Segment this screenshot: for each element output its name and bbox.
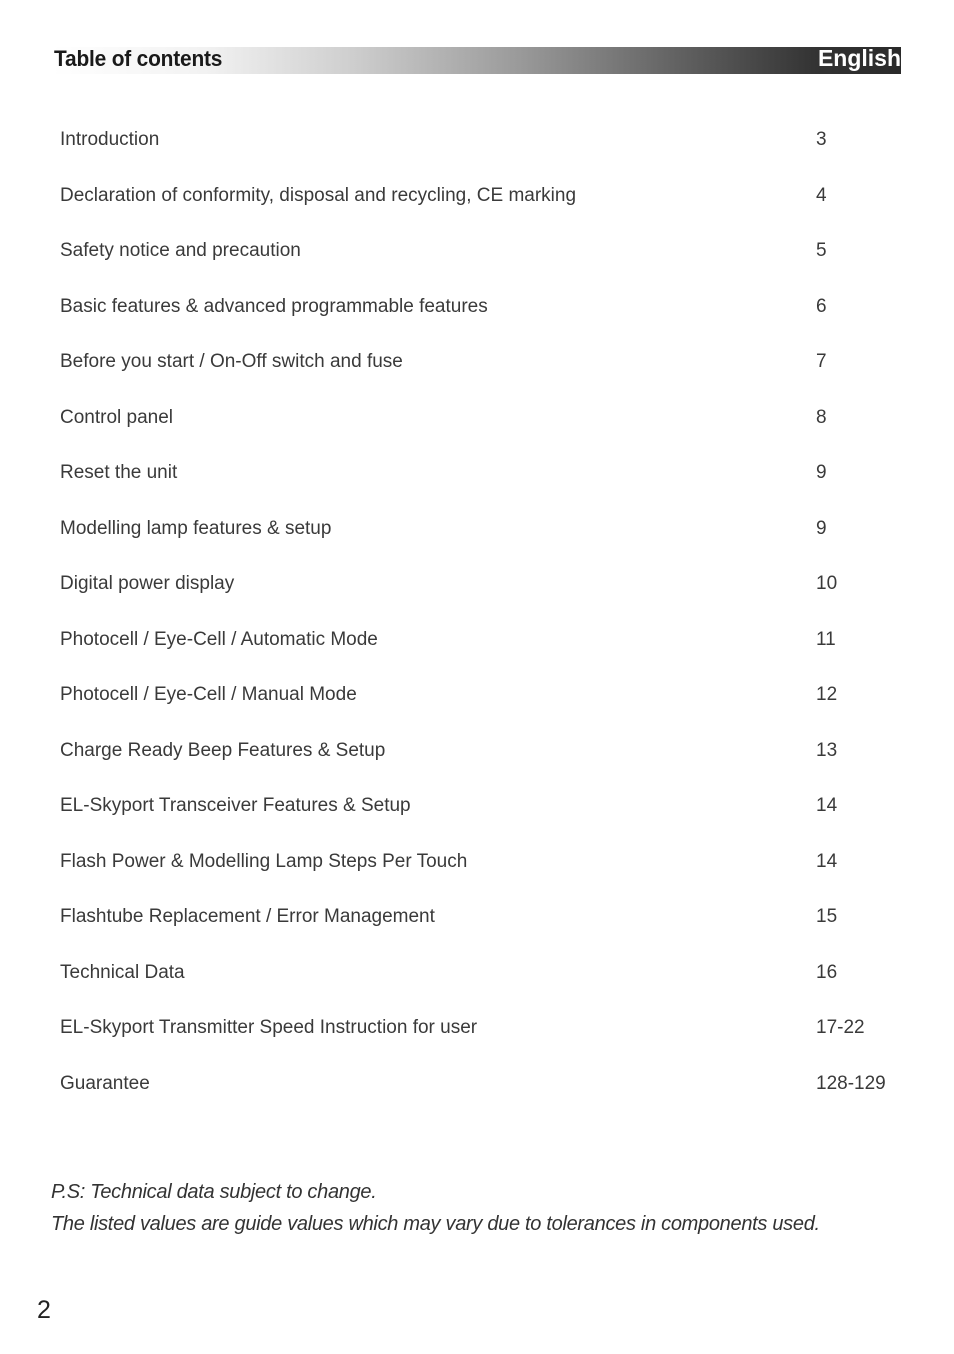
- toc-entry-title: Before you start / On-Off switch and fuse: [60, 351, 403, 372]
- toc-entry-page: 9: [816, 462, 827, 483]
- toc-entry-title: Guarantee: [60, 1072, 150, 1094]
- disclaimer-notes: [51, 1176, 820, 1240]
- toc-entry-page: 3: [816, 129, 827, 150]
- toc-entry[interactable]: [60, 455, 900, 511]
- toc-entry[interactable]: [60, 566, 900, 622]
- toc-entry-title: Introduction: [60, 129, 160, 150]
- toc-entry-title: Charge Ready Beep Features & Setup: [60, 739, 386, 761]
- toc-entry[interactable]: [60, 344, 900, 400]
- toc-entry-page: 128-129: [816, 1072, 886, 1094]
- toc-entry-title: Modelling lamp features & setup: [60, 517, 332, 539]
- toc-entry-title: Basic features & advanced programmable features: [60, 295, 488, 317]
- toc-entry[interactable]: [60, 289, 900, 345]
- toc-entry[interactable]: [60, 178, 900, 234]
- table-of-contents: [60, 122, 900, 1121]
- toc-entry-title: Flashtube Replacement / Error Management: [60, 906, 435, 927]
- toc-entry[interactable]: [60, 233, 900, 289]
- toc-entry[interactable]: [60, 122, 900, 178]
- toc-entry-page: 14: [816, 850, 838, 872]
- toc-entry-title: Declaration of conformity, disposal and recycling, CE marking: [60, 184, 577, 206]
- toc-entry-page: 16: [816, 961, 838, 983]
- toc-entry-title: Reset the unit: [60, 462, 178, 483]
- toc-entry-title: Flash Power & Modelling Lamp Steps Per Touch: [60, 850, 468, 872]
- toc-entry-page: 11: [816, 628, 836, 650]
- toc-entry[interactable]: [60, 733, 900, 789]
- toc-entry[interactable]: [60, 899, 900, 955]
- page-title: Table of contents: [54, 46, 223, 71]
- toc-entry[interactable]: [60, 622, 900, 678]
- toc-entry[interactable]: [60, 788, 900, 844]
- toc-entry-page: 10: [816, 573, 838, 594]
- toc-entry-page: 15: [816, 906, 838, 927]
- disclaimer-line: The listed values are guide values which may vary due to tolerances in components used.: [51, 1213, 820, 1235]
- toc-entry-title: Safety notice and precaution: [60, 240, 301, 261]
- toc-entry[interactable]: [60, 1010, 900, 1066]
- page-number: 2: [37, 1296, 51, 1324]
- toc-entry-page: 5: [816, 240, 827, 261]
- toc-entry[interactable]: [60, 844, 900, 900]
- toc-entry[interactable]: [60, 677, 900, 733]
- toc-entry-title: Control panel: [60, 406, 174, 428]
- language-label: English: [817, 45, 901, 71]
- toc-entry-title: Photocell / Eye-Cell / Manual Mode: [60, 684, 357, 705]
- toc-entry[interactable]: [60, 400, 900, 456]
- toc-entry-title: Digital power display: [60, 573, 235, 594]
- toc-entry[interactable]: [60, 1066, 900, 1122]
- toc-entry-page: 8: [816, 406, 827, 428]
- toc-entry-title: Photocell / Eye-Cell / Automatic Mode: [60, 628, 378, 650]
- toc-entry-title: EL-Skyport Transceiver Features & Setup: [60, 795, 411, 816]
- toc-entry-page: 17-22: [816, 1017, 865, 1038]
- toc-entry[interactable]: [60, 511, 900, 567]
- toc-entry-title: Technical Data: [60, 961, 185, 983]
- toc-entry[interactable]: [60, 955, 900, 1011]
- toc-entry-page: 4: [816, 184, 827, 206]
- toc-entry-title: EL-Skyport Transmitter Speed Instruction for user: [60, 1017, 478, 1038]
- disclaimer-line: P.S: Technical data subject to change.: [51, 1181, 377, 1203]
- toc-entry-page: 9: [816, 517, 827, 539]
- toc-entry-page: 14: [816, 795, 838, 816]
- toc-entry-page: 13: [816, 739, 838, 761]
- toc-entry-page: 12: [816, 684, 838, 705]
- toc-entry-page: 6: [816, 295, 827, 317]
- toc-entry-page: 7: [816, 351, 827, 372]
